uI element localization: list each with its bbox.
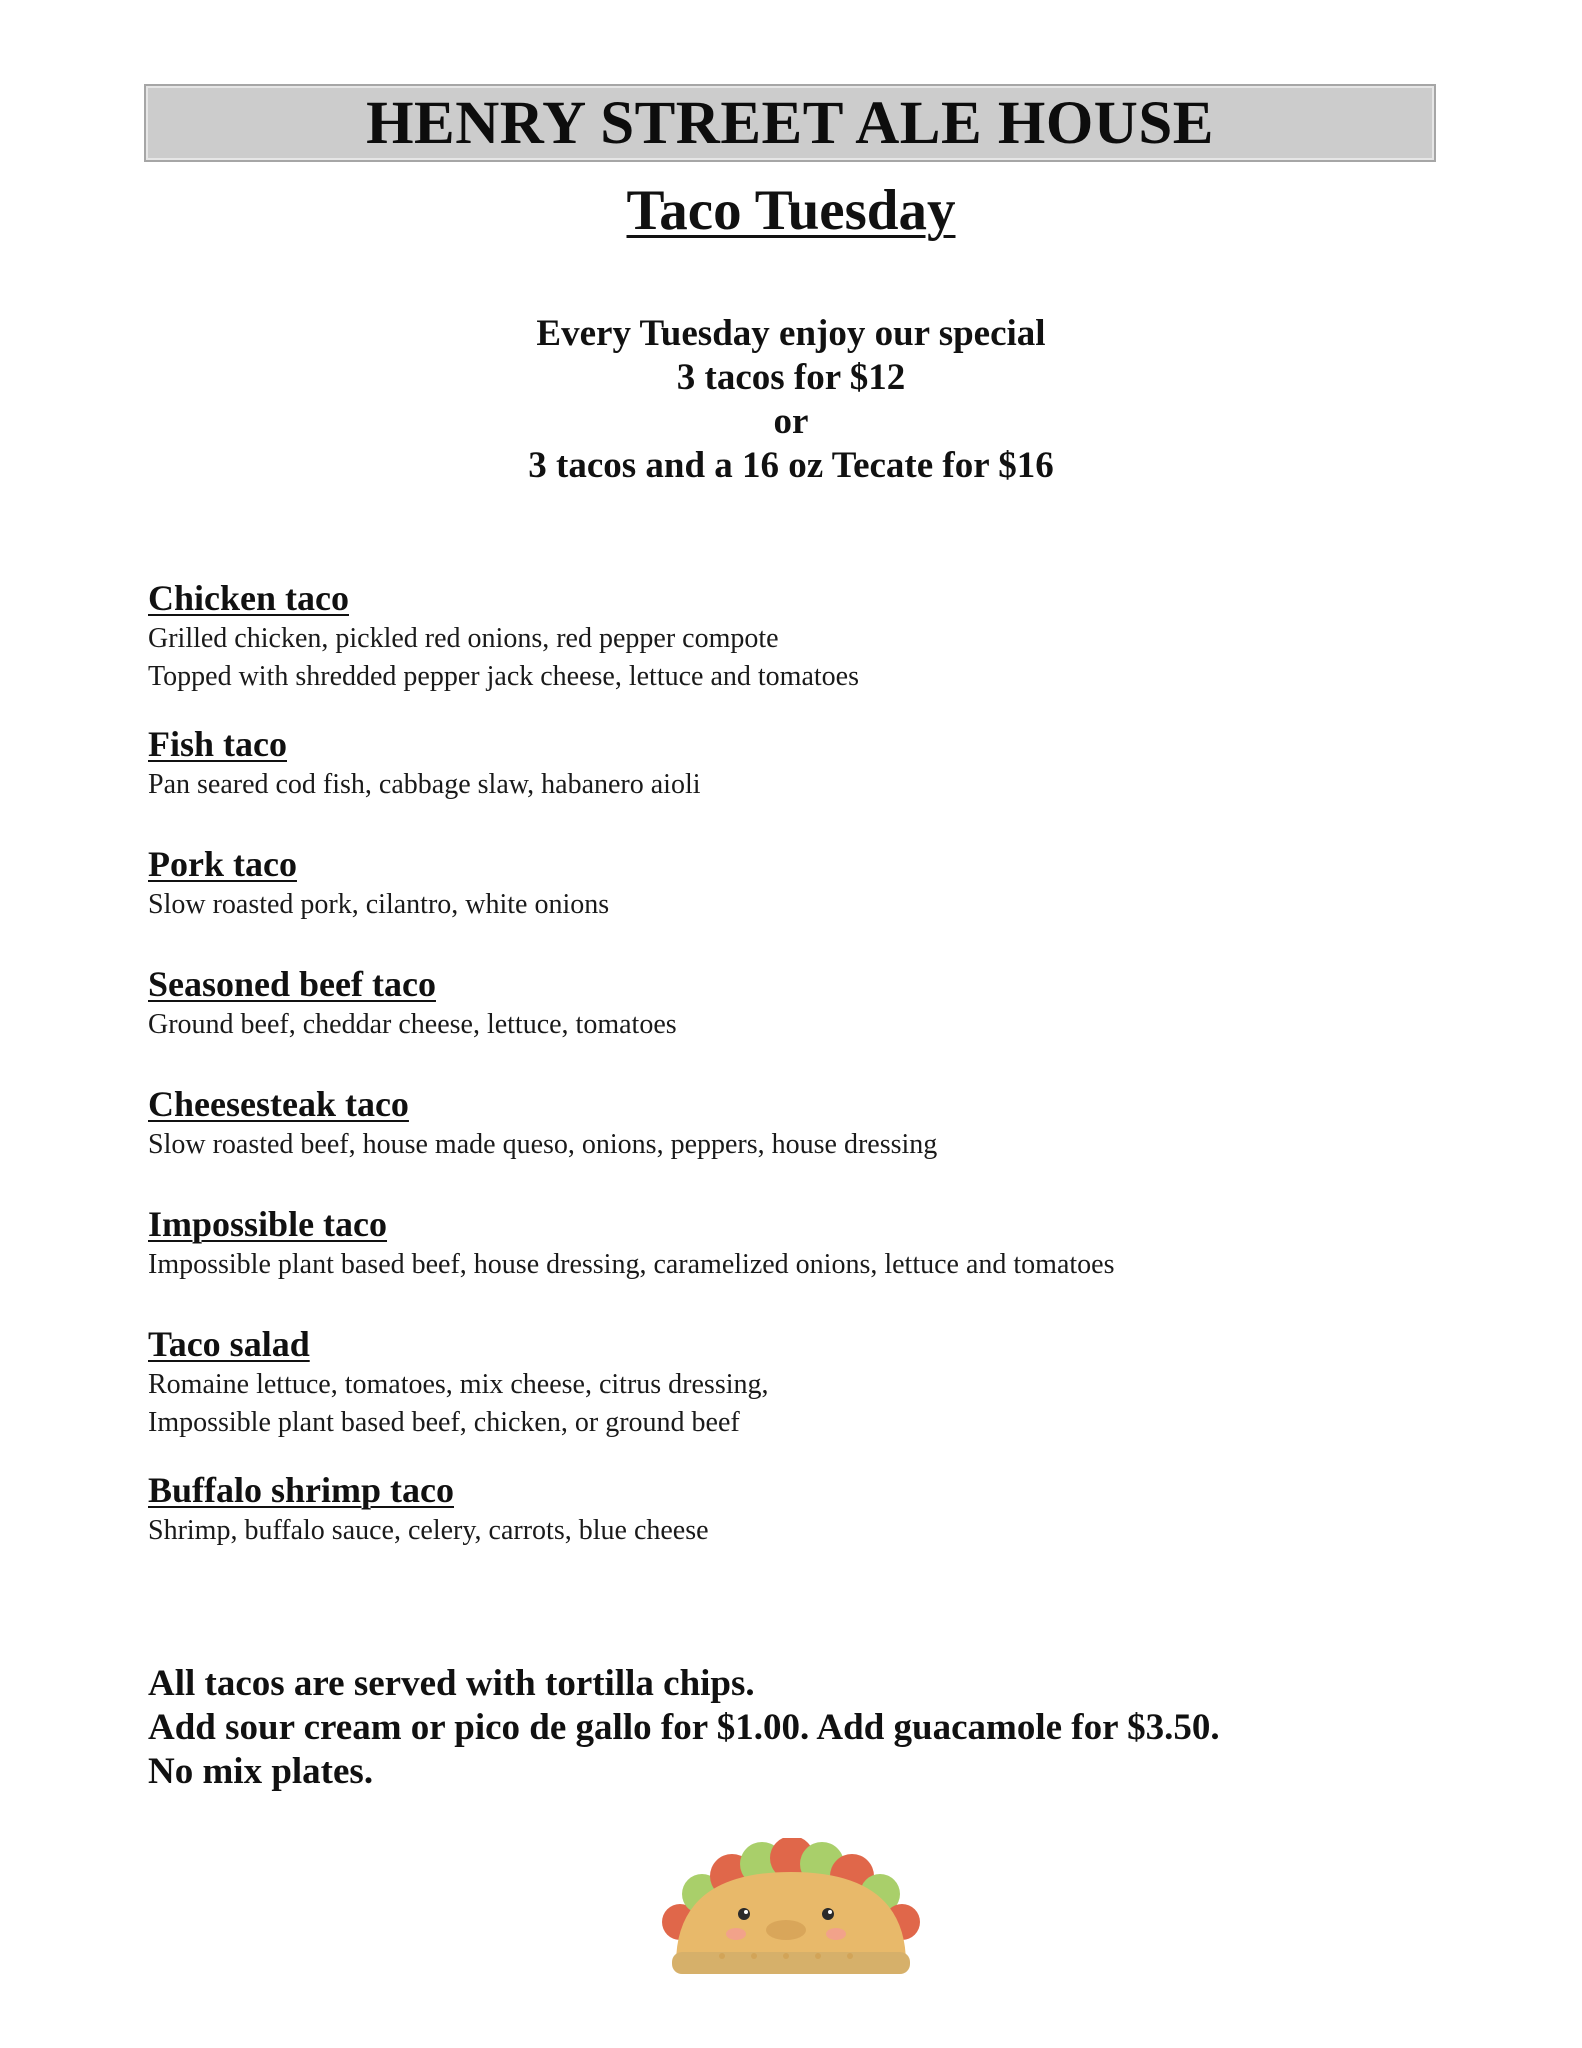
menu-item-description: Ground beef, cheddar cheese, lettuce, tomatoes: [148, 1009, 677, 1040]
special-offer: [0, 312, 1582, 488]
special-line: 3 tacos and a 16 oz Tecate for $16: [528, 445, 1054, 486]
menu-item-description: Slow roasted pork, cilantro, white onions: [148, 889, 610, 920]
menu-item-cheesesteak-taco: [148, 1082, 1448, 1164]
menu-item-name: Buffalo shrimp taco: [148, 1470, 454, 1510]
special-line: or: [773, 401, 809, 442]
menu-list: [148, 576, 1448, 1550]
menu-item-name: Pork taco: [148, 844, 297, 884]
menu-item-description: Shrimp, buffalo sauce, celery, carrots, blue cheese: [148, 1515, 709, 1546]
menu-item-name: Seasoned beef taco: [148, 964, 436, 1004]
menu-item-description: Romaine lettuce, tomatoes, mix cheese, citrus dressing,: [148, 1369, 769, 1400]
menu-item-seasoned-beef-taco: [148, 962, 1448, 1044]
menu-item-taco-salad: [148, 1322, 1448, 1442]
footer-line: Add sour cream or pico de gallo for $1.00. Add guacamole for $3.50.: [148, 1707, 1220, 1748]
menu-item-buffalo-shrimp-taco: [148, 1468, 1448, 1550]
menu-item-name: Cheesesteak taco: [148, 1084, 409, 1124]
menu-item-fish-taco: [148, 722, 1448, 804]
restaurant-name-banner: [144, 84, 1436, 162]
special-line: 3 tacos for $12: [676, 357, 906, 398]
menu-item-name: Impossible taco: [148, 1204, 388, 1244]
menu-item-impossible-taco: [148, 1202, 1448, 1284]
footer-line: All tacos are served with tortilla chips.: [148, 1663, 755, 1704]
menu-item-description: Topped with shredded pepper jack cheese, lettuce and tomatoes: [148, 661, 859, 692]
restaurant-name: HENRY STREET ALE HOUSE: [366, 89, 1214, 157]
footer-line: No mix plates.: [148, 1751, 374, 1792]
taco-icon: [636, 1838, 946, 1978]
special-line: Every Tuesday enjoy our special: [536, 313, 1046, 354]
menu-item-description: Impossible plant based beef, chicken, or ground beef: [148, 1407, 740, 1438]
menu-item-name: Fish taco: [148, 724, 287, 764]
menu-item-description: Slow roasted beef, house made queso, onions, peppers, house dressing: [148, 1129, 938, 1160]
menu-item-name: Taco salad: [148, 1324, 310, 1364]
menu-item-name: Chicken taco: [148, 578, 349, 618]
menu-item-description: Pan seared cod fish, cabbage slaw, habanero aioli: [148, 769, 701, 800]
menu-item-description: Grilled chicken, pickled red onions, red pepper compote: [148, 623, 779, 654]
menu-item-pork-taco: [148, 842, 1448, 924]
menu-item-description: Impossible plant based beef, house dressing, caramelized onions, lettuce and tomatoes: [148, 1249, 1115, 1280]
footer-notes: [148, 1662, 1498, 1794]
menu-item-chicken-taco: [148, 576, 1448, 696]
menu-title: Taco Tuesday: [626, 179, 956, 242]
